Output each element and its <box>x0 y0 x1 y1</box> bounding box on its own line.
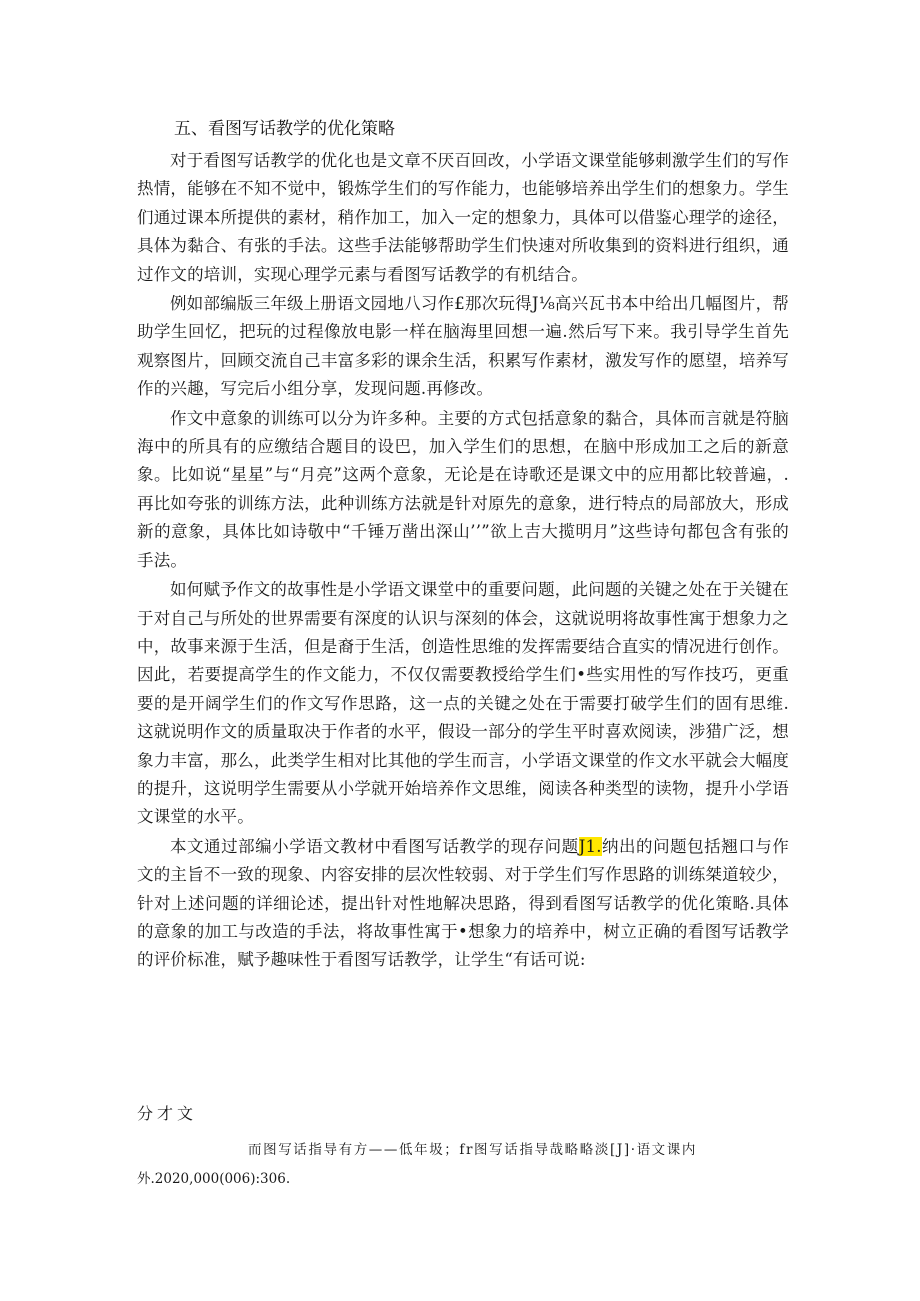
body-text <box>137 147 789 976</box>
references-heading: 分才文 <box>137 1104 198 1123</box>
paragraph-2: 例如部编版三年级上册语文园地八习作£那次玩得J⅛高兴瓦书本中给出几幅图片，帮助学生回忆，把玩的过程像放电影一样在脑海里回想一遍.然后写下来。我引导学生首先观察图片，回顾交流自己丰富多彩的课余生活，积累写作素材，激发写作的愿望，培养写作的兴趣，写完后小组分享，发现问题.再修改。 <box>137 294 789 399</box>
paragraph-5-end: 纳出的问题包括翘口与作文的主旨不一致的现象、内容安排的层次性较弱、对于学生们写作思路的训练桀道较少，针对上述问题的详细论述，提出针对性地解决思路，得到看图写话教学的优化策略.具体的意象的加工与改造的手法，将故事性寓于•想象力的培养中，树立正确的看图写话教学的评价标准，赋予趣味性于看图写话教学，让学生“有话可说: <box>137 836 789 970</box>
paragraph-4: 如何赋予作文的故事性是小学语文课堂中的重要问题，此问题的关键之处在于关键在于对自己与所处的世界需要有深度的认识与深刻的体会，这就说明将故事性寓于想象力之中，故事来源于生活，但是裔于生活，创造性思维的发挥需要结合直实的情况进行创作。因此，若要提高学生的作文能力，不仅仅需要教授给学生们•些实用性的写作技巧，更重要的是开阔学生们的作文写作思路，这一点的关键之处在于需要打破学生们的固有思维.这就说明作文的质量取决于作者的水平，假设一部分的学生平时喜欢阅读，涉猎广泛，想象力丰富，那么，此类学生相对比其他的学生而言，小学语文课堂的作文水平就会大幅度的提升，这说明学生需要从小学就开始培养作文思维，阅读各种类型的读物，提升小学语文课堂的水平。 <box>137 580 789 827</box>
paragraph-3: 作文中意象的训练可以分为许多种。主要的方式包括意象的黏合，具体而言就是符脑海中的所具有的应缴结合题目的设巴，加入学生们的思想，在脑中形成加工之后的新意象。比如说“星星”与“月亮”这两个意象，无论是在诗歌还是课文中的应用都比较普遍，.再比如夸张的训练方法，此种训练方法就是针对原先的意象，进行特点的局部放大，形成新的意象，具体比如诗敬中“千锤万凿出深山’’”欲上吉大揽明月”这些诗句都包含有张的手法。 <box>137 408 789 570</box>
paragraph-1: 对于看图写话教学的优化也是文章不厌百回改，小学语文课堂能够刺激学生们的写作热情，能够在不知不觉中，锻炼学生们的写作能力，也能够培养出学生们的想象力。学生们通过课本所提供的素材，稍作加工，加入一定的想象力，具体可以借鉴心理学的途径，具体为黏合、有张的手法。这些手法能够帮助学生们快速对所收集到的资料进行组织，通过作文的培训，实现心理学元素与看图写话教学的有机结合。 <box>137 151 789 284</box>
paragraph-5 <box>137 833 789 975</box>
paragraph-5-start: 本文通过部编小学语文教材中看图写话教学的现存问题 <box>170 836 579 856</box>
section-heading: 五、看图写话教学的优化策略 <box>174 119 395 139</box>
reference-line-2: 外.2020,000(006):306. <box>137 1171 291 1187</box>
reference-line-1: 而图写话指导有方——低年圾；fr图写话指导哉略略淡[J]·语文课内 <box>248 1142 697 1158</box>
highlighted-text: J1. <box>578 836 602 856</box>
